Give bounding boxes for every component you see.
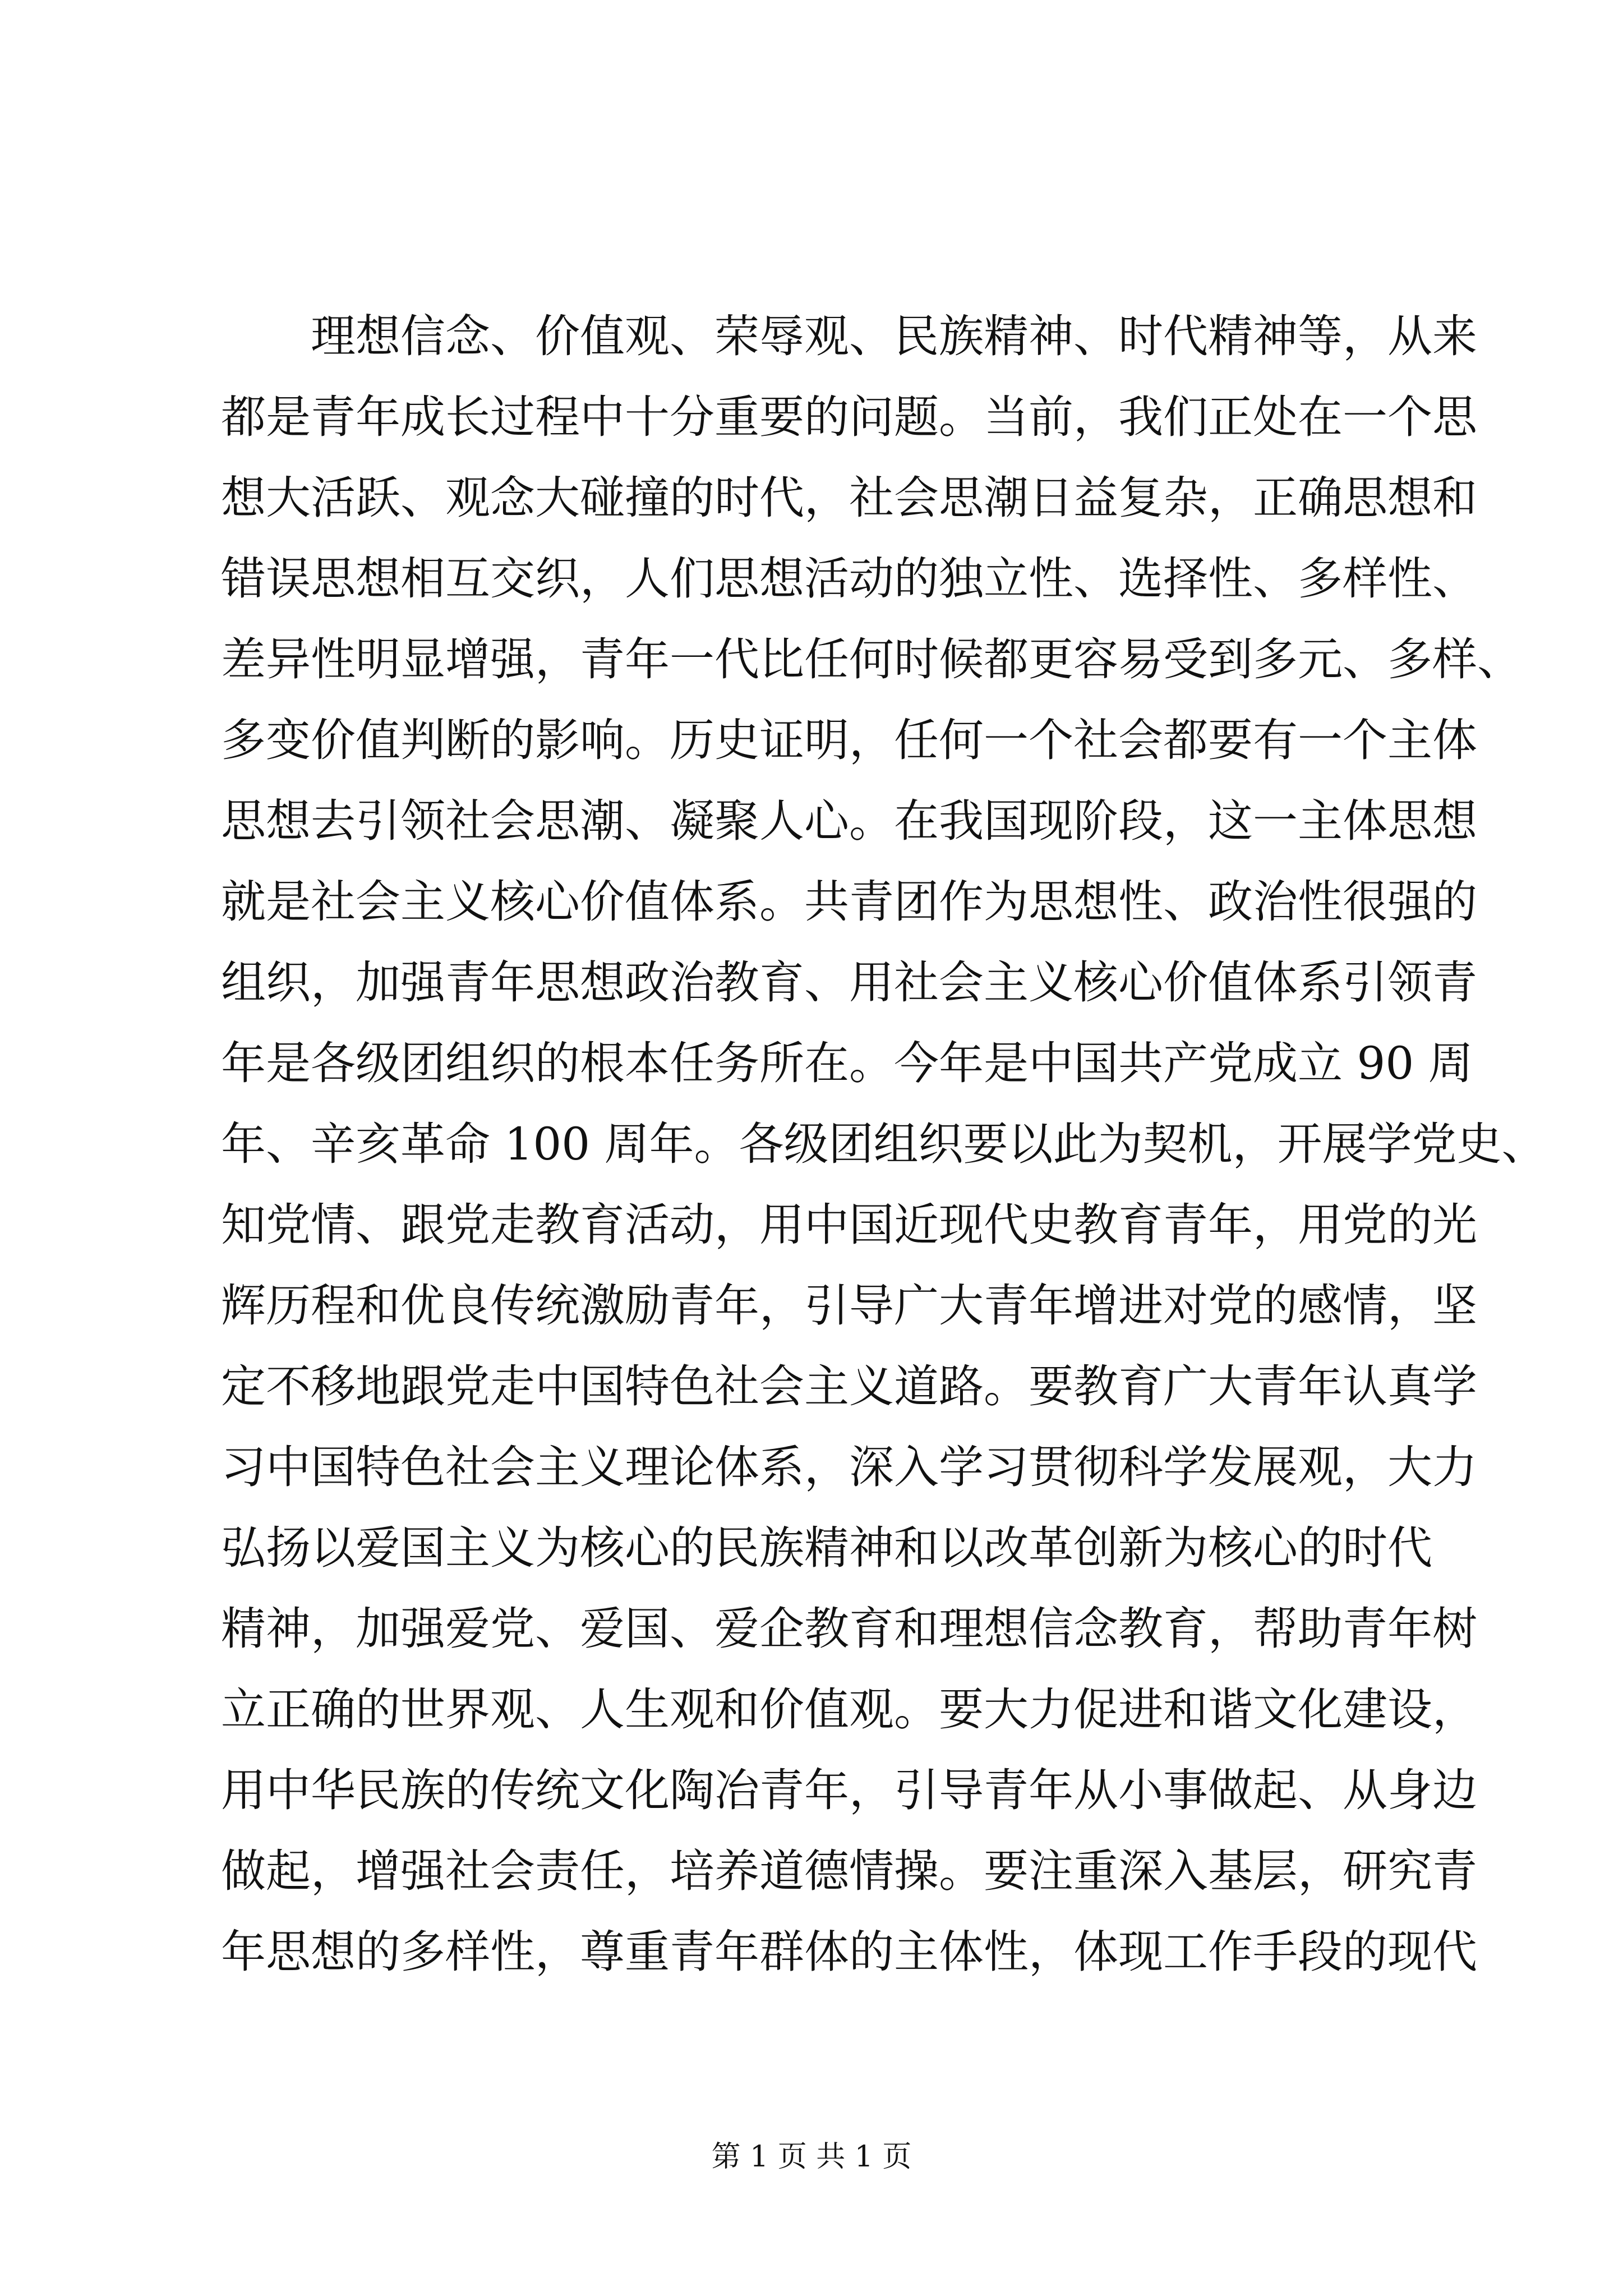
text-line: 知党情、跟党走教育活动，用中国近现代史教育青年，用党的光 [221, 1199, 1477, 1251]
text-line: 弘扬以爱国主义为核心的民族精神和以改革创新为核心的时代 [221, 1522, 1432, 1574]
text-line: 多变价值判断的影响。历史证明，任何一个社会都要有一个主体 [221, 714, 1477, 766]
text-line: 年思想的多样性，尊重青年群体的主体性，体现工作手段的现代 [221, 1926, 1477, 1978]
text-line: 辉历程和优良传统激励青年，引导广大青年增进对党的感情，坚 [221, 1280, 1477, 1332]
text-line: 年、辛亥革命 100 周年。各级团组织要以此为契机，开展学党史、 [221, 1118, 1547, 1170]
text-line: 都是青年成长过程中十分重要的问题。当前，我们正处在一个思 [221, 391, 1477, 443]
text-line: 用中华民族的传统文化陶冶青年，引导青年从小事做起、从身边 [221, 1764, 1477, 1816]
text-line: 精神，加强爱党、爱国、爱企教育和理想信念教育，帮助青年树 [221, 1603, 1477, 1655]
text-line: 立正确的世界观、人生观和价值观。要大力促进和谐文化建设， [221, 1683, 1477, 1736]
text-line: 年是各级团组织的根本任务所在。今年是中国共产党成立 90 周 [221, 1037, 1473, 1089]
text-line: 想大活跃、观念大碰撞的时代，社会思潮日益复杂，正确思想和 [221, 472, 1477, 524]
text-line: 错误思想相互交织，人们思想活动的独立性、选择性、多样性、 [221, 553, 1477, 605]
text-line: 就是社会主义核心价值体系。共青团作为思想性、政治性很强的 [221, 876, 1477, 928]
text-line: 做起，增强社会责任，培养道德情操。要注重深入基层，研究青 [221, 1845, 1477, 1897]
text-line: 习中国特色社会主义理论体系，深入学习贯彻科学发展观，大力 [221, 1441, 1477, 1493]
page-footer: 第 1 页 共 1 页 [711, 2140, 912, 2174]
text-line: 思想去引领社会思潮、凝聚人心。在我国现阶段，这一主体思想 [221, 795, 1477, 847]
text-line: 定不移地跟党走中国特色社会主义道路。要教育广大青年认真学 [221, 1360, 1477, 1412]
text-line: 差异性明显增强，青年一代比任何时候都更容易受到多元、多样、 [221, 633, 1522, 685]
text-line: 理想信念、价值观、荣辱观、民族精神、时代精神等，从来 [311, 310, 1477, 362]
text-line: 组织，加强青年思想政治教育、用社会主义核心价值体系引领青 [221, 956, 1477, 1009]
